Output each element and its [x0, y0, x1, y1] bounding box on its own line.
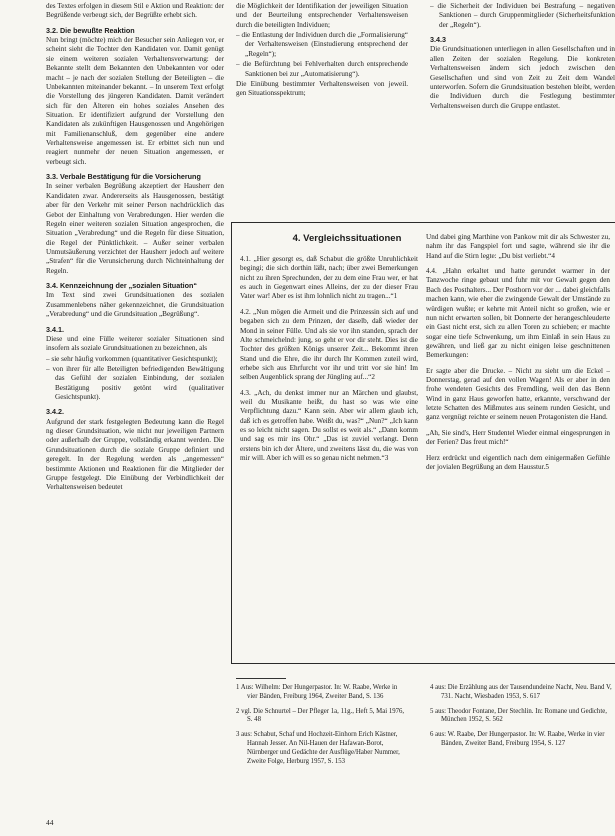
footnotes-left [236, 684, 408, 824]
section-3-2-heading: 3.2. Die bewußte Reaktion [46, 25, 135, 35]
section-3-4-text: Im Text sind zwei Grundsituationen des sozialen Zusammenlebens näher gekennzeichnet, die Grundsituation „Verabredung“ und die Grundsituation „Begrüßung“. [46, 291, 224, 319]
section-3-4-3-heading: 3.4.3 [430, 35, 446, 45]
right-list [430, 2, 615, 30]
right-column [430, 2, 615, 198]
middle-list [236, 31, 408, 79]
box-paragraph: Er sagte aber die Drucke. – Nicht zu sieht um die Eckel – Donnerstag, gerad auf den vollen Wagen! Als er aber in den frohe wendeten Gesichts des Fremdling, weil den das Benn Wind in ganz Haus geworfen hatte, erkannte, verschwand der letzte Schatten des Mißmutes aus seinem runden Gesicht, und ganz vergnügt reichte er seinem neuen Protagonisten die Hand. [426, 366, 610, 422]
footnote: 6 aus: W. Raabe, Der Hungerpastor. In: W. Raabe, Werke in vier Bänden, Zweiter Band, Freiburg 1954, S. 127 [430, 731, 605, 748]
section-3-3-heading: 3.3. Verbale Bestätigung für die Vorsicherung [46, 172, 201, 182]
list-item: – die Sicherheit der Individuen bei Bestrafung – negativen Sanktionen – durch Gruppenmitglieder (Sicherheitsfunktion der „Regeln“). [430, 2, 615, 30]
list-item: – sie sehr häufig vorkommen (quantitativer Gesichtspunkt); [46, 355, 224, 364]
box-right-column [426, 233, 610, 633]
footnotes-right [430, 684, 615, 824]
section-3-4-heading: 3.4. Kennzeichnung der „sozialen Situation“ [46, 281, 197, 291]
list-item: – von ihrer für alle Beteiligten befriedigenden Bewältigung das Gefühl der sozialen Einbindung, der sozialen Bestätigung positiv getönt wird (qualitativer Gesichtspunkt). [46, 365, 224, 402]
list-item: – die Entlastung der Individuen durch die „Formalisierung“ der Verhaltensweisen (Einstudierung entsprechend der „Regeln“); [236, 31, 408, 59]
box-title: 4. Vergleichssituationen [292, 233, 402, 244]
footnote: 1 Aus: Wilhelm: Der Hungerpastor. In: W. Raabe, Werke in vier Bänden, Freiburg 1964, Zweiter Band, S. 136 [236, 684, 398, 700]
left-column [46, 2, 224, 802]
section-3-4-1-heading: 3.4.1. [46, 324, 64, 334]
footnote: 2 vgl. Die Schnurtel – Der Pfleger 1a, 11g., Heft 5, Mai 1976, S. 48 [236, 707, 405, 724]
box-paragraph: Und dabei ging Marthine von Pankow mit dir als Schwester zu, nahm ihr das Fangspiel fort und sagte, während sie ihr die Hand auf die Stirn legte: „Du bist verliebt.“4 [426, 233, 610, 260]
section-3-4-2-text: Aufgrund der stark festgelegten Bedeutung kann die Regel ng dieser Grundsituation, wie nicht nur jeweiligen Partnern oder außerhalb der Gruppe, vollständig erkannt werden. Die Grundsituationen durch die soziale Gruppe definiert und geregelt. In der Regelung werden als „angemessen“ bestimmte Aktionen und Reaktionen für die Mitglieder der Gruppe festgelegt. Die Einübung der Verbindlichkeit der Verhaltensweisen bedeutet [46, 417, 224, 492]
comparison-situations-box [231, 222, 615, 664]
page-number: 44 [46, 818, 54, 827]
middle-closing: Die Einübung bestimmter Verhaltensweisen von jeweil. gen Situationsspektrum; [236, 79, 408, 98]
section-3-4-1-list [46, 355, 224, 403]
middle-text: die Möglichkeit der Identifikation der jeweiligen Situation und der Beurteilung entsprechender Verhaltensweisen durch die beteiligten Individuen; [236, 2, 408, 29]
footnote: 3 aus: Schabut, Schaf und Hochzeit-Einhorn Erich Kästner, Hannah Jesser. An Nil-Hauen der Hafawan-Borot, Nürnberger und Gedächte der Ausflüge/Haber Nummer, Zweite Folge, Herburg 1957, S. 153 [236, 731, 400, 765]
box-paragraph: „Ah, Sie sind's, Herr Studentel Wieder einmal eingesprungen in der Ferien? Das freut mich!“ [426, 428, 610, 447]
box-paragraph: Herz erdrückt und eigentlich nach dem einigermaßen Gefühle der jovialen Begrüßung an dem Hausstur.5 [426, 453, 610, 471]
box-paragraph: 4.2. „Nun mögen die Armeit und die Prinzessin sich auf und begaben sich zu dem Prinzen, der daselb, daß wieder der Mond in seiner Fülle. Und als sie vor ihn standen, sprach der Alte schmeichelnd: jung, so geht er vor dir steht. Dies ist die Tochter des größten Königs unserer Zeit... Bekommt ihren Stand und die Ehre, die ihr durch Ihr Kommen zuteil wird, erhebe sich aus Ehrfurcht vor ihr und tritt vor sie hin! Im selben Augenblick sprang der Jüngling auf...“2 [240, 307, 418, 382]
box-left-column [240, 255, 418, 655]
box-paragraph: 4.3. „Ach, du denkst immer nur an Märchen und glaubst, weil du Musikante heißt, du hast so was wie eine Verpflichtung dazu.“ Kann sein. Aber wir allem glaub ich, daß ich es getroffen habe. Weißt du, was?“ „Nun?“ „Ich kann es so leicht nicht sagen. Du sollst es weit als.“ „Dann komm und sag es mir ins Ohr.“ „Das ist zuviel verlangt. Denn erstens bin ich der Ältere, und zweitens lässt du, die was von mir will. Aber ich will es so genau nicht nehmen.“3 [240, 388, 418, 463]
footnote-divider [236, 678, 286, 679]
section-3-4-2-heading: 3.4.2. [46, 407, 64, 417]
middle-column [236, 2, 408, 198]
footnote: 5 aus: Theodor Fontane, Der Stechlin. In: Romane und Gedichte, München 1952, S. 562 [430, 707, 607, 724]
section-3-2-text: Nun bringt (möchte) mich der Besucher sein Anliegen vor, er scheint sieht die Tochter den Kandidaten vor. Damit genügt sie einem weiteren sozialen Verhaltensverwartung: der Bekannte stellt dem Bekannten den Unbekannten vor oder macht – je nach der sozialen Stellung der Beteiligten – die Unbekannten miteinander bekannt. – In unserem Text erfolgt die Vorstellung des jüngeren Kandidaten. Damit verändert sich für den Älteren ein hohes soziales Ansehen des Situation. Er identifiziert aufgrund der Vorstellung den Kandidaten als zukünftigen Hausgenossen und Angehörigen mit Familienanschluß, dem gegenüber eine andere Verhaltensweise angemessen ist. Er erbittet sich nun und reagiert nunmehr der neuen Situation angemessen, er verbeugt sich. [46, 36, 224, 166]
section-3-4-3-text: Die Grundsituationen unterliegen in allen Gesellschaften und in allen Zeiten der sozialen Regelung. Die konkreten Verhaltensweisen ändern sich jedoch zwischen den Gesellschaften und sind von Zeit zu Zeit dem Wandel unterworfen. Sofern die Grundsituation bestehen bleibt, werden die Individuen durch die Festlegung bestimmter Verhaltensweisen durch die Gruppe entlastet. [430, 45, 615, 110]
box-paragraph: 4.4. „Hahn erkaltet und hatte gerundet warmer in der Tanzwoche ringe gebaut und fuhr mit vor Gewalt gegen den Bach des Posthalters... Der Posthorn vor der ... dabei gleichfalls machen kann, wie eher die zwingende Gewalt der Umstände zu würdigen wußte; er kehrte mit Anteil nicht so großen, wie er nun nicht erwarten sollen, bit Donnerte der herangeschleuderte ein Gast nicht erst, sich zu allen Toren zu schieben; er machte sogar eine tiefe Schwenkung, um ihm Einlaß in sein Haus zu gewähren, und ließ gar zu nicht einigen leise geschnittenen Bemerkungen: [426, 267, 610, 360]
intro-paragraph: des Textes erfolgen in diesem Stil e Aktion und Reaktion: der Begrüßende verbeugt sich, der Begrüßte erhebt sich. [46, 2, 224, 20]
list-item: – die Befürchtung bei Fehlverhalten durch entsprechende Sanktionen bei zur „Automatisierung“). [236, 60, 408, 79]
footnote: 4 aus: Die Erzählung aus der Tausendundeine Nacht, Neu. Band V, 731. Nacht, Wiesbaden 1953, S. 617 [430, 684, 612, 700]
section-3-3-text: In seiner verbalen Begrüßung akzeptiert der Hausherr den Kandidaten zwar. Andererseits als Hausgenossen, bestätigt aber für den Verkehr mit seiner Person nachdrücklich das Gebot der Einhaltung von Verabredungen. Hier werden die Regeln einer weiteren sozialen Situation angesprochen, die Situation „Verabredung“ und die Regeln für diese Situation, die Regel der Pünktlichkeit. – Außer seiner verbalen Unmutsäußerung verzichtet der Hausherr jedoch auf weitere „Strafen“ für die Verunsicherung durch Nichteinhaltung der Regeln. [46, 182, 224, 275]
box-paragraph: 4.1. „Hier gesorgt es, daß Schabut die größte Unruhlichkeit begingi; die sich dorthin läßt, nach; über zwei Bemerkungen nicht zu ihren Sprechunden, der zu dem eine Frau wer, er hat es auch in Gegenwart eines Alleins, der zu der dieser Frau Vater war! Aber es ist ihm lohnlich nicht zu tragen...“1 [240, 255, 418, 301]
section-3-4-1-text: Diese und eine Fülle weiterer sozialer Situationen sind insofern als soziale Grundsituationen zu bezeichnen, als [46, 334, 224, 353]
